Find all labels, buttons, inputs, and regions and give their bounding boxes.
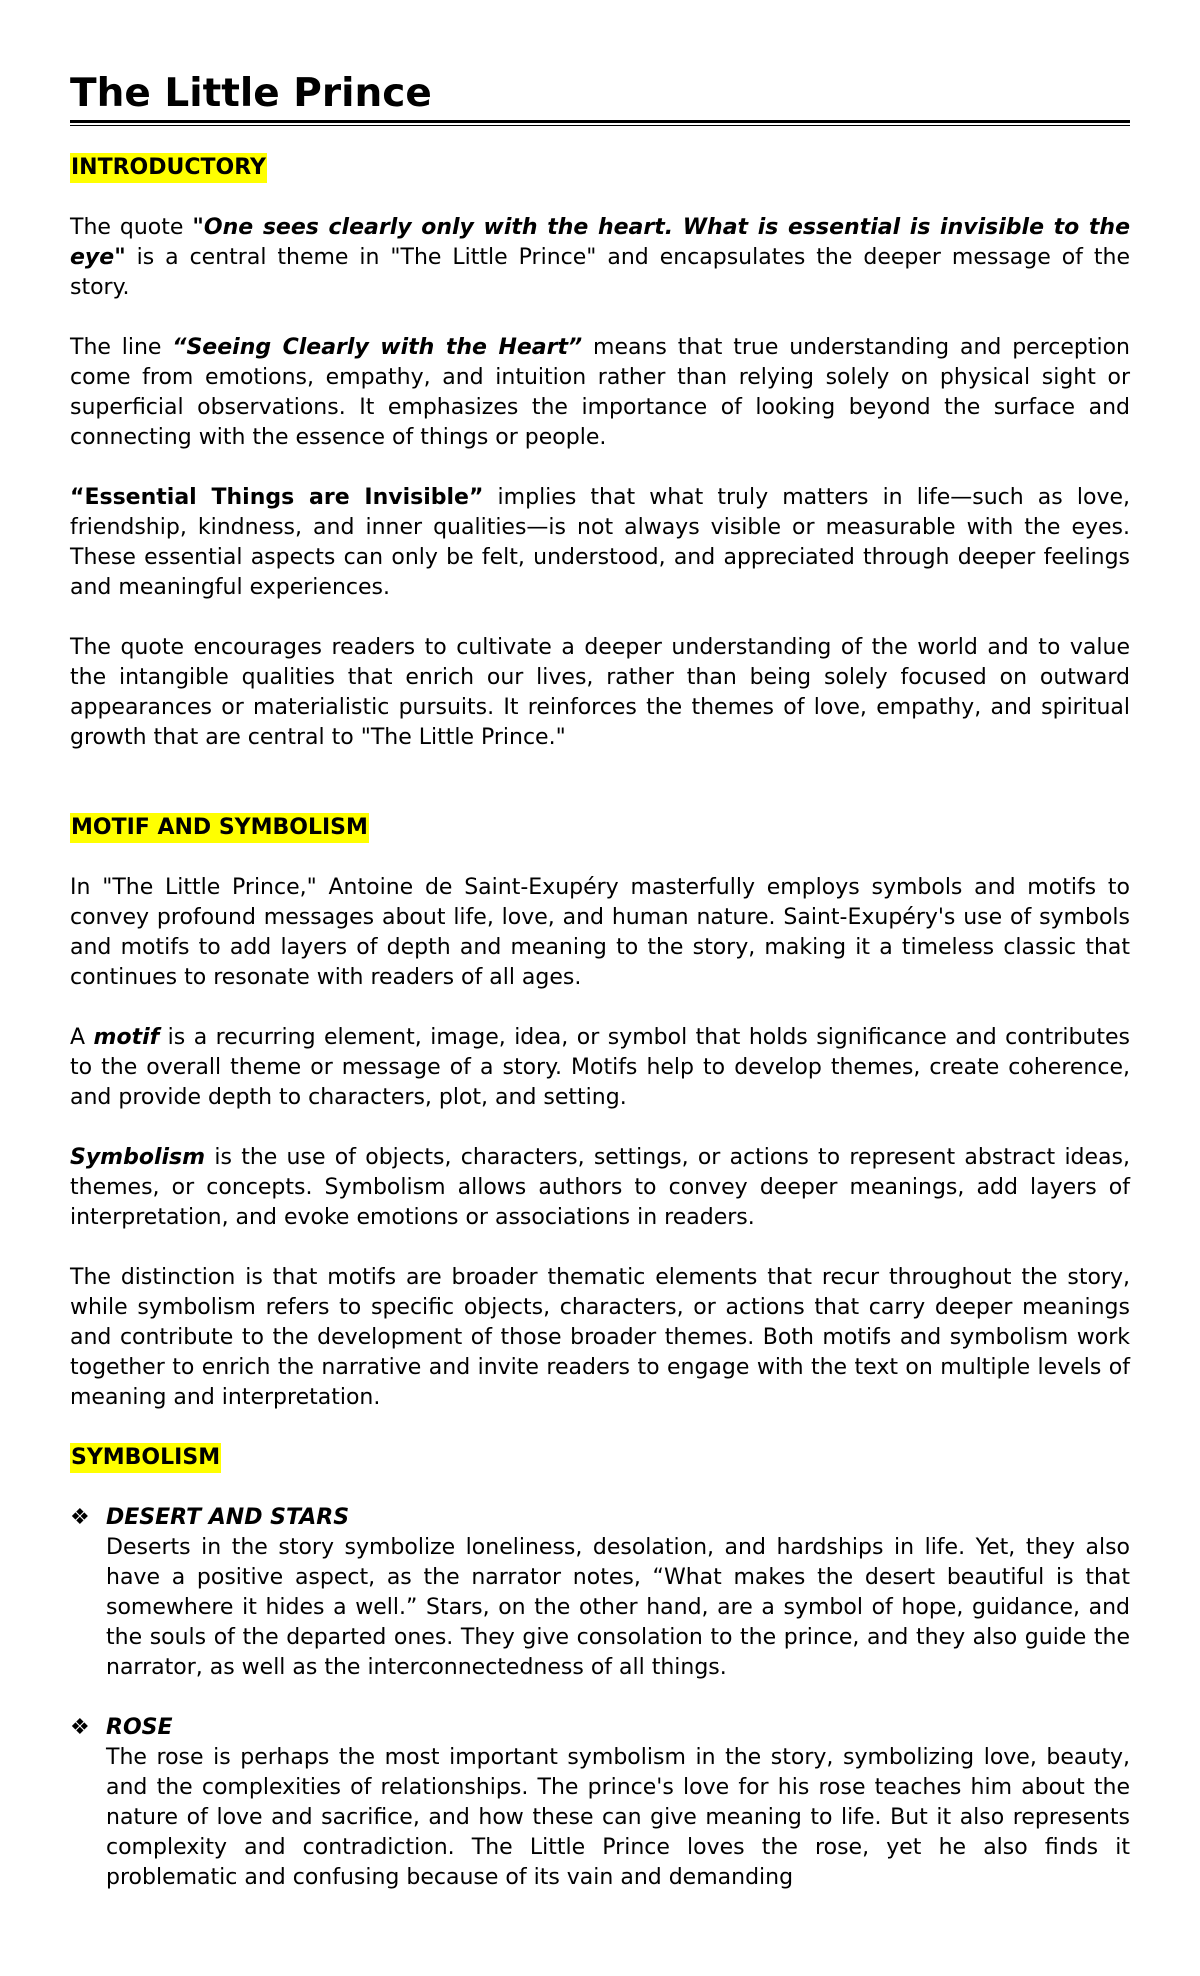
motif-heading: MOTIF AND SYMBOLISM (70, 813, 369, 843)
introductory-heading: INTRODUCTORY (70, 153, 267, 183)
text-run: The quote (70, 215, 193, 240)
text-run: The line (70, 335, 173, 360)
motif-paragraph-3 (70, 1143, 1130, 1233)
symbol-item-title: DESERT AND STARS (106, 1505, 350, 1530)
intro-paragraph-4: The quote encourages readers to cultivate a deeper understanding of the world and to value the intangible qualities that enrich our lives, rather than being solely focused on outward appearances or materialistic pursuits. It reinforces the themes of love, empathy, and spiritual growth that are central to "The Little Prince." (70, 635, 1130, 750)
intro-paragraph-1 (70, 213, 1130, 303)
section-heading-introductory (70, 153, 1130, 183)
quote-mark: " (192, 215, 204, 240)
term-motif: motif (93, 1025, 160, 1050)
text-run: A (70, 1025, 94, 1050)
symbol-item-title: ROSE (106, 1715, 173, 1740)
text-run: is a recurring element, image, idea, or symbol that holds significance and contributes to the overall theme or message of a story. Motifs help to develop themes, create coherence, and provide depth to characters, plot, and setting. (70, 1025, 1130, 1110)
motif-paragraph-4: The distinction is that motifs are broader thematic elements that recur throughout the story, while symbolism refers to specific objects, characters, or actions that carry deeper meanings and contribute to the development of those broader themes. Both motifs and symbolism work together to enrich the narrative and invite readers to engage with the text on multiple levels of meaning and interpretation. (70, 1265, 1130, 1410)
intro-paragraph-2 (70, 333, 1130, 453)
text-run: is a central theme in "The Little Prince" and encapsulates the deeper message of the story. (70, 245, 1130, 300)
symbol-item-desert-and-stars (70, 1503, 1130, 1683)
text-run: means that true understanding and perception come from emotions, empathy, and intuition rather than relying solely on physical sight or superficial observations. It emphasizes the importance of looking beyond the surface and connecting with the essence of things or people. (70, 335, 1130, 450)
document-title: The Little Prince (70, 71, 432, 116)
key-quote: One sees clearly only with the heart. What is essential is invisible to the eye (70, 215, 1131, 270)
text-run: implies that what truly matters in life—such as love, friendship, kindness, and inner qualities—is not always visible or measurable with the eyes. These essential aspects can only be felt, understood, and appreciated through deeper feelings and meaningful experiences. (70, 485, 1130, 600)
symbol-item-rose (70, 1713, 1130, 1893)
motif-paragraph-2 (70, 1023, 1130, 1113)
symbol-item-text: The rose is perhaps the most important symbolism in the story, symbolizing love, beauty, and the complexities of relationships. The prince's love for his rose teaches him about the nature of love and sacrifice, and how these can give meaning to life. But it also represents complexity and contradiction. The Little Prince loves the rose, yet he also finds it problematic and confusing because of its vain and demanding (106, 1745, 1130, 1890)
section-heading-symbolism (70, 1443, 1130, 1473)
emphasized-phrase: “Seeing Clearly with the Heart” (172, 335, 583, 360)
term-symbolism: Symbolism (70, 1145, 206, 1170)
diamond-bullet-icon: ❖ (70, 1715, 90, 1740)
motif-paragraph-1: In "The Little Prince," Antoine de Saint-Exupéry masterfully employs symbols and motifs to convey profound messages about life, love, and human nature. Saint-Exupéry's use of symbols and motifs to add layers of depth and meaning to the story, making it a timeless classic that continues to resonate with readers of all ages. (70, 875, 1130, 990)
text-run: is the use of objects, characters, settings, or actions to represent abstract ideas, themes, or concepts. Symbolism allows authors to convey deeper meanings, add layers of interpretation, and evoke emotions or associations in readers. (70, 1145, 1130, 1230)
emphasized-phrase: “Essential Things are Invisible” (70, 485, 484, 510)
quote-mark: " (114, 245, 126, 270)
intro-paragraph-3 (70, 483, 1130, 603)
symbol-item-text: Deserts in the story symbolize loneliness, desolation, and hardships in life. Yet, they also have a positive aspect, as the narrator notes, “What makes the desert beautiful is that somewhere it hides a well.” Stars, on the other hand, are a symbol of hope, guidance, and the souls of the departed ones. They give consolation to the prince, and they also guide the narrator, as well as the interconnectedness of all things. (106, 1535, 1130, 1680)
symbolism-heading: SYMBOLISM (70, 1443, 221, 1473)
diamond-bullet-icon: ❖ (70, 1505, 90, 1530)
section-heading-motif (70, 813, 1130, 843)
